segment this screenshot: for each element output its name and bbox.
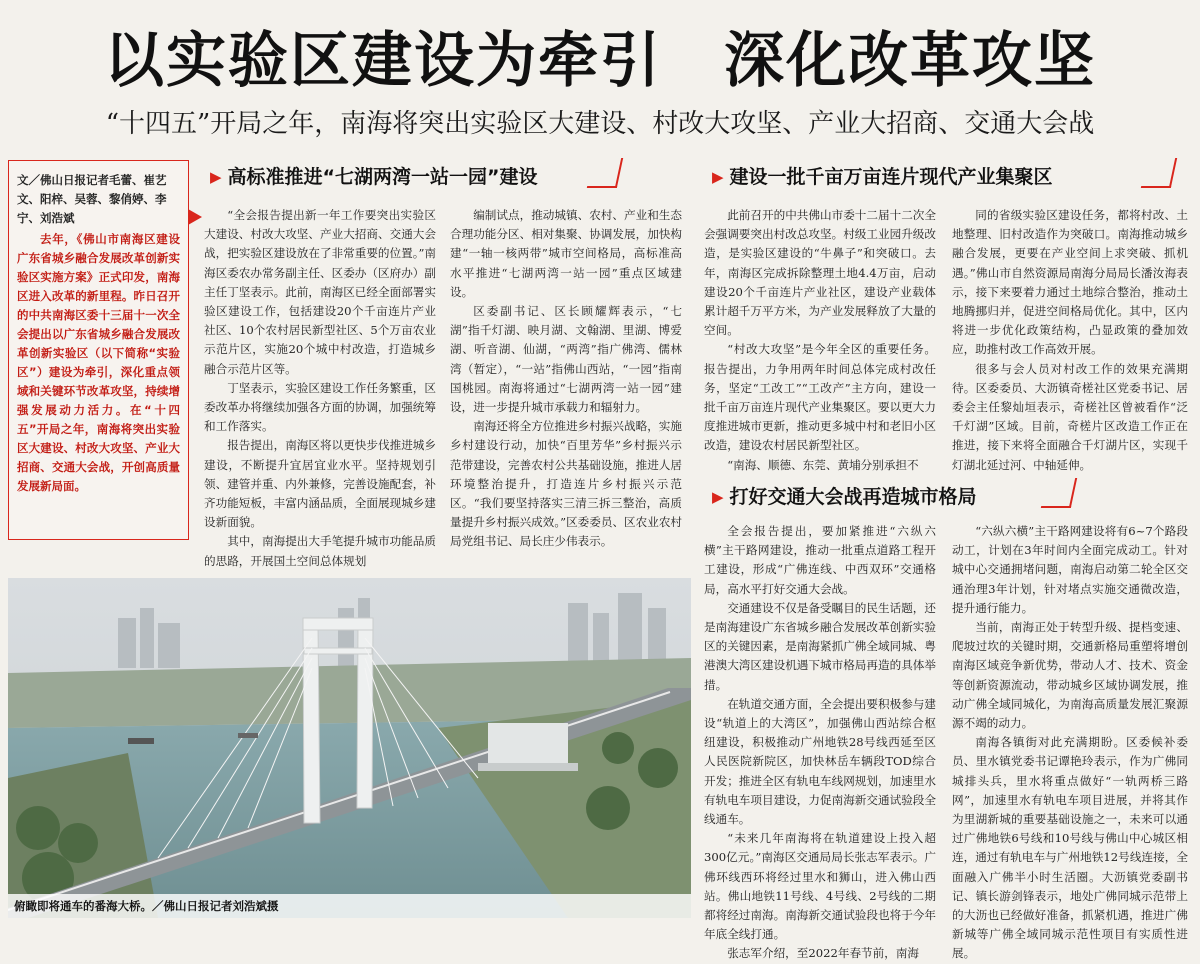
bridge-photo [8,578,691,918]
paragraph: 区委副书记、区长顾耀辉表示，“七湖”指千灯湖、映月湖、文翰湖、里湖、博爱湖、听音湖、仙湖，“两湾”指广佛湾、儒林湾（暂定），“一站”指佛山西站，“一园”指南国桃园。南海将通过“七湖两湾一站一园”建设，进一步提升城市承载力和辐射力。 [450,304,682,415]
paragraph: 交通建设不仅是备受瞩目的民生话题，还是南海建设广东省城乡融合发展改革创新实验区的关键因素，是南海紧抓广佛全域同城、粤港澳大湾区建设机遇下城市格局再造的具体举措。 [704,600,936,692]
paragraph: “未来几年南海将在轨道建设上投入超300亿元。”南海区交通局局长张志军表示。广佛环线西环将经过里水和狮山，进入佛山西站。佛山地铁11号线、4号线、2号线的二期都将经过南海。南海新交通试验段也将于今年年底全线打通。 [704,831,936,942]
paragraph: 全会报告提出，要加紧推进“六纵六横”主干路网建设，推动一批重点道路工程开工建设，形成“广佛连线、中西双环”交通格局，高水平打好交通大会战。 [704,524,936,596]
title-bracket-decoration [1041,478,1077,508]
paragraph: 编制试点，推动城镇、农村、产业和生态合理功能分区、相对集聚、协调发展，加快构建“一轴一核两带”城市空间格局，高标准高水平推进“七湖两湾一站一园”重点区域建设。 [450,208,682,299]
paragraph: “南海、顺德、东莞、黄埔分别承担不 [727,457,919,472]
paragraph: 很多与会人员对村改工作的效果充满期待。区委委员、大沥镇奇槎社区党委书记、居委会主任黎灿垣表示，奇槎社区曾被看作“泛千灯湖”区域。目前，奇槎片区改造工作正在推进，接下来将全面融合千灯湖片区，实现千灯湖北延过河、中轴延伸。 [952,361,1188,472]
lede: 去年，《佛山市南海区建设广东省城乡融合发展改革创新实验区实施方案》正式印发，南海区进入改革的新里程。昨日召开的中共南海区委十三届十一次全会提出以广东省城乡融合发展改革创新实验区（以下简称“实验区”）建设为牵引，深化重点领域和关键环节改革攻坚，持续增强发展动力活力。在“十四五”开局之年，南海将突出实验区大建设、村改大攻坚、产业大招商、交通大会战，开创高质量发展新局面。 [17,232,180,493]
red-triangle-icon: ▶ [210,168,222,186]
paragraph: “全会报告提出新一年工作要突出实验区大建设、村改大攻坚、产业大招商、交通大会战，把实验区建设放在了非常重要的位置。”南海区委农办常务副主任、区委办（区府办）副主任丁坚表示。此前，南海区已经全面部署实验区建设工作，包括建设20个千亩连片产业社区、10个农村居民新型社区、5个万亩农业示范片区，实施20个城中村改造，打造城乡融合示范片区等。 [204,208,437,376]
paragraph: 报告提出，南海区将以更快步伐推进城乡建设，不断提升宜居宜业水平。坚持规划引领、建管并重、内外兼修，完善设施配套，补齐功能短板，丰富内涵品质，全面展现城乡建设新面貌。 [204,438,436,530]
paragraph: 南海还将全方位推进乡村振兴战略，实施乡村建设行动，加快“百里芳华”乡村振兴示范带建设，完善农村公共基础设施，推进人居环境整治提升，打造连片乡村振兴示范区。“我们要坚持落实三清三拆三整治，高质量提升乡村振兴成效。”区委委员、区农业农村局党组书记、局长庄少伟表示。 [450,419,683,549]
paragraph: 南海各镇街对此充满期盼。区委候补委员、里水镇党委书记谭艳玲表示，作为广佛同城排头兵，里水将重点做好“一轨两桥三路网”，加速里水有轨电车项目进展，并将其作为里湖新城的重要基础设施之一，未来可以通过广佛地铁6号线和10号线与佛山中心城区相连，通过有轨电车与广州地铁12号线连接，全面融入广佛半小时生活圈。大沥镇党委副书记、镇长游剑锋表示，地处广佛同城示范带上的大沥也已经做好准备，抓紧机遇，推进广佛新城等广佛全域同城示范性项目有实质性进展。 [952,735,1188,961]
section-1-column-2 [450,206,682,564]
paragraph: 其中，南海提出大手笔提升城市功能品质的思路，开展国土空间总体规划 [204,534,436,568]
red-triangle-icon: ▶ [712,168,724,186]
paragraph: “六纵六横”主干路网建设将有6~7个路段动工，计划在3年时间内全面完成动工。针对城中心交通拥堵问题，南海启动第二轮全区交通治理3年计划，针对堵点实施交通微改造，提升通行能力。 [952,524,1188,615]
section-1-column-1 [204,206,437,568]
section-title-2: ▶ 建设一批千亩万亩连片现代产业集聚区 [712,163,1053,192]
section-2-column-1 [704,206,936,472]
lede-box [8,160,189,540]
section-3-column-1 [704,522,936,961]
subheadline: “十四五”开局之年，南海将突出实验区大建设、村改大攻坚、产业大招商、交通大会战 [105,109,1095,139]
headline: 以实验区建设为牵引 深化改革攻坚 [104,26,1096,96]
paragraph: “村改大攻坚”是今年全区的重要任务。报告提出，力争用两年时间总体完成村改任务，坚定“工改工”“工改产”主方向，建设一批千亩万亩连片现代产业集聚区。要以更大力度推进城市更新，推动更多城中村和老旧小区改造，建设农村居民新型社区。 [704,342,936,453]
red-triangle-icon: ▶ [712,488,724,506]
section-3-column-2 [952,522,1188,961]
bridge-illustration [8,578,691,918]
paragraph: 在轨道交通方面，全会提出要积极参与建设“轨道上的大湾区”，加强佛山西站综合枢纽建设，积极推动广州地铁28号线西延至区人民医院新院区，加快林岳车辆段TOD综合开发；推进全区有轨电车线网规划，加速里水有轨电车项目建设，力促南海新交通试验段全线通车。 [704,696,936,827]
paragraph: 丁坚表示，实验区建设工作任务繁重，区委改革办将继续加强各方面的协调，加强统筹和工作落实。 [204,380,436,434]
byline: 文／佛山日报记者毛蕾、崔艺文、阳梓、吴蓉、黎俏婷、李宁、刘浩斌 [17,173,167,225]
title-bracket-decoration [587,158,623,188]
photo-caption: 俯瞰即将通车的番海大桥。／佛山日报记者刘浩斌摄 [8,894,691,918]
paragraph: 当前，南海正处于转型升级、提档变速、爬坡过坎的关键时期，交通新格局重塑将增创南海区域竞争新优势，带动人才、技术、资金等创新资源流动，带动城乡区域协调发展，推动广佛全域同城化，为南海高质量发展汇聚源源不竭的动力。 [952,620,1188,731]
paragraph: 同的省级实验区建设任务，都将村改、土地整理、旧村改造作为突破口。南海推动城乡融合发展，更要在产业空间上求突破、抓机遇。”佛山市自然资源局南海分局局长潘汝海表示，接下来要着力通过土地综合整治，推动土地腾挪归并，促进空间格局优化。其中，区内将进一步优化政策结构，凸显政策的叠加效应，助推村改工作高效开展。 [952,208,1188,357]
section-2-column-2 [952,206,1188,472]
section-title-1: ▶ 高标准推进“七湖两湾一站一园”建设 [210,163,538,192]
section-title-3: ▶ 打好交通大会战再造城市格局 [712,483,977,512]
title-bracket-decoration [1141,158,1177,188]
paragraph: 此前召开的中共佛山市委十二届十二次全会强调要突出村改总攻坚。村级工业园升级改造，是实验区建设的“牛鼻子”和突破口。去年，南海区完成拆除整理土地4.4万亩，启动建设20个千亩连片产业社区，建设产业载体累计超千万平方米，为产业发展释放了大量的空间。 [704,208,936,338]
paragraph: 张志军介绍，至2022年春节前，南海 [727,946,920,961]
